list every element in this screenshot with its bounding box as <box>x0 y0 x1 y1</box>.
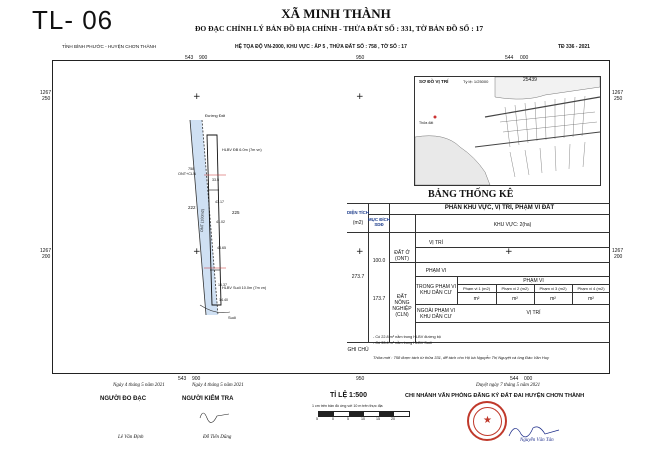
range-4-header: Phạm vi 4 (m2) <box>577 286 605 291</box>
scale-title: TỈ LỆ 1:500 <box>330 392 367 399</box>
location-map-scale: Tỷ lệ: 1/25000 <box>463 79 489 84</box>
scale-tick: 15 <box>376 417 380 421</box>
row1-range: PHẠM VI <box>425 268 447 274</box>
lot-number-label: 758 <box>188 167 195 171</box>
checker-signature <box>195 404 235 424</box>
scale-tick: 10 <box>361 417 365 421</box>
official-stamp <box>467 401 507 441</box>
ont-area-label: ONT (100m2) <box>200 208 205 233</box>
checker-title: NGƯỜI KIỂM TRA <box>182 396 234 402</box>
coord-top-right-2: 000 <box>520 55 529 61</box>
note-2: - Có 33.4 m² nằm trong HLBV Suối <box>373 341 432 345</box>
scale-tick: 5 <box>316 417 318 421</box>
location-map-title: SƠ ĐỒ VỊ TRÍ <box>419 79 449 84</box>
note-1: - Có 22.8 m² nằm trong HLBV đường bộ <box>373 335 441 339</box>
inside-residential: TRONG PHẠM VI KHU DÂN CƯ <box>415 284 456 296</box>
stats-title: BẢNG THỐNG KÊ <box>428 189 514 200</box>
stats-section-header: PHÂN KHU VỰC, VỊ TRÍ, PHẠM VI ĐẤT <box>444 205 555 211</box>
neighbor-lot-222: 222 <box>188 205 196 210</box>
range-2-value: m² <box>512 296 518 302</box>
stamp-star-icon: ★ <box>483 415 492 426</box>
row2-area: 173.7 <box>372 296 386 302</box>
coord-bot-right-2: 000 <box>524 376 533 382</box>
stats-table <box>347 203 610 364</box>
coord-right-top-2: 250 <box>614 96 623 102</box>
location-map-inset <box>414 76 601 186</box>
row-total-area: 273.7 <box>351 274 365 280</box>
range-3-value: m² <box>550 296 556 302</box>
office-signer-name: Nguyễn Văn Tân <box>520 438 554 443</box>
grid-cross: + <box>356 247 364 257</box>
document-title: XÃ MINH THÀNH <box>281 6 391 21</box>
outside-position: VỊ TRÍ <box>526 310 541 316</box>
hlbv-road-label: HLBV ĐB 6.0m (7m vn) <box>222 148 262 152</box>
grid-cross: + <box>193 92 201 102</box>
coord-bot-right: 544 <box>510 376 519 382</box>
coord-left-mid: 1267 <box>40 248 52 254</box>
zone-label: KHU VỰC: 2(ha) <box>493 222 532 228</box>
location-map-sheet: 25439 <box>523 77 537 83</box>
hlbv-stream-label: HLBV Suối 10.0m (7m vn) <box>222 286 267 290</box>
approval-date: Duyệt ngày 7 tháng 5 năm 2021 <box>476 383 541 388</box>
range-header: PHẠM VI <box>523 278 544 284</box>
coord-top-mid: 950 <box>356 55 365 61</box>
document-subtitle: ĐO ĐẠC CHỈNH LÝ BẢN ĐỒ ĐỊA CHÍNH - THỬA ĐẤT SỐ : 331, TỜ BẢN ĐỒ SỐ : 17 <box>195 24 484 33</box>
coord-right-top: 1267 <box>612 90 624 96</box>
col-area-unit: (m2) <box>352 220 364 226</box>
stream-label: Suối <box>228 315 237 320</box>
row2-type: ĐẤT NÔNG NGHIỆP (CLN) <box>392 294 412 318</box>
outside-residential: NGOÀI PHẠM VI KHU DÂN CƯ <box>416 308 456 320</box>
checker-name: Đỗ Tiến Dũng <box>203 435 232 440</box>
document-number: TĐ 336 - 2021 <box>558 44 590 50</box>
dimension-label: 41.02 <box>216 220 225 224</box>
measurer-name: Lê Văn Định <box>118 435 144 440</box>
coord-system-line: HỆ TỌA ĐỘ VN-2000, KHU VỰC : ẤP 5 , THỬA ĐẤT SỐ : 758 , TỜ SỐ : 17 <box>235 44 407 50</box>
coord-top-left: 543 <box>185 55 194 61</box>
range-3-header: Phạm vi 3 (m2) <box>539 286 567 291</box>
scale-note: 1 cm trên bản đồ ứng với 10 m trên thực địa <box>312 404 383 408</box>
col-area-header: DIỆN TÍCH <box>347 210 369 215</box>
measurer-title: NGƯỜI ĐO ĐẠC <box>100 396 147 402</box>
province-label: TỈNH BÌNH PHƯỚC - HUYỆN CHƠN THÀNH <box>62 44 157 49</box>
parcel-drawing <box>160 100 280 330</box>
coord-bot-left: 543 <box>178 376 187 382</box>
range-1-value: m² <box>473 296 480 302</box>
dimension-label: 33.5 <box>212 178 219 182</box>
coord-left-top-2: 250 <box>42 96 51 102</box>
range-2-header: Phạm vi 2 (m2) <box>501 286 529 291</box>
lot-type-label: ONT+CLN <box>178 172 196 176</box>
scale-tick: 0 <box>332 417 334 421</box>
coord-right-mid-2: 200 <box>614 254 623 260</box>
coord-top-right: 544 <box>505 55 514 61</box>
coord-bot-mid: 950 <box>356 376 365 382</box>
corner-label: TL- 06 <box>32 5 114 35</box>
coord-top-left-2: 900 <box>199 55 208 61</box>
grid-cross: + <box>356 92 364 102</box>
dimension-label: 43.65 <box>217 246 226 250</box>
coord-right-mid: 1267 <box>612 248 624 254</box>
date-measurer: Ngày 4 tháng 5 năm 2021 <box>113 383 165 388</box>
coord-left-top: 1267 <box>40 90 52 96</box>
row1-area: 100.0 <box>372 258 386 264</box>
grid-cross: + <box>193 247 201 257</box>
row1-type: ĐẤT Ở (ONT) <box>394 250 410 262</box>
coord-bot-left-2: 900 <box>192 376 201 382</box>
location-map-parcel-label: Thửa đất <box>419 121 434 125</box>
note-3: Thửa mới : 758 được tách từ thửa 331, để tách cho Hộ bà Nguyễn Thị Nguyệt và ông Đào Văn Huy <box>373 355 549 360</box>
dimension-label: 16.37 <box>218 283 227 287</box>
neighbor-lot-225: 225 <box>232 210 240 215</box>
range-4-value: m² <box>588 296 594 302</box>
col-purpose-header: MỤC ĐÍCH SDĐ <box>368 217 390 227</box>
dimension-label: 43.17 <box>215 200 224 204</box>
range-1-header: Phạm vi 1 (m2) <box>462 286 491 291</box>
coord-left-mid-2: 200 <box>42 254 51 260</box>
road-label: Đường Đất <box>205 113 225 118</box>
dimension-label: 14.40 <box>219 298 228 302</box>
notes-label: GHI CHÚ <box>347 347 369 353</box>
grid-cross: + <box>505 247 513 257</box>
date-checker: Ngày 4 tháng 5 năm 2021 <box>192 383 244 388</box>
scale-tick: 20 <box>391 417 395 421</box>
scale-tick: 5 <box>347 417 349 421</box>
row1-position: VỊ TRÍ <box>428 240 444 246</box>
location-map-drawing <box>415 77 600 185</box>
office-title: CHI NHÁNH VĂN PHÒNG ĐĂNG KÝ ĐẤT ĐAI HUYỆN CHƠN THÀNH <box>405 393 585 399</box>
